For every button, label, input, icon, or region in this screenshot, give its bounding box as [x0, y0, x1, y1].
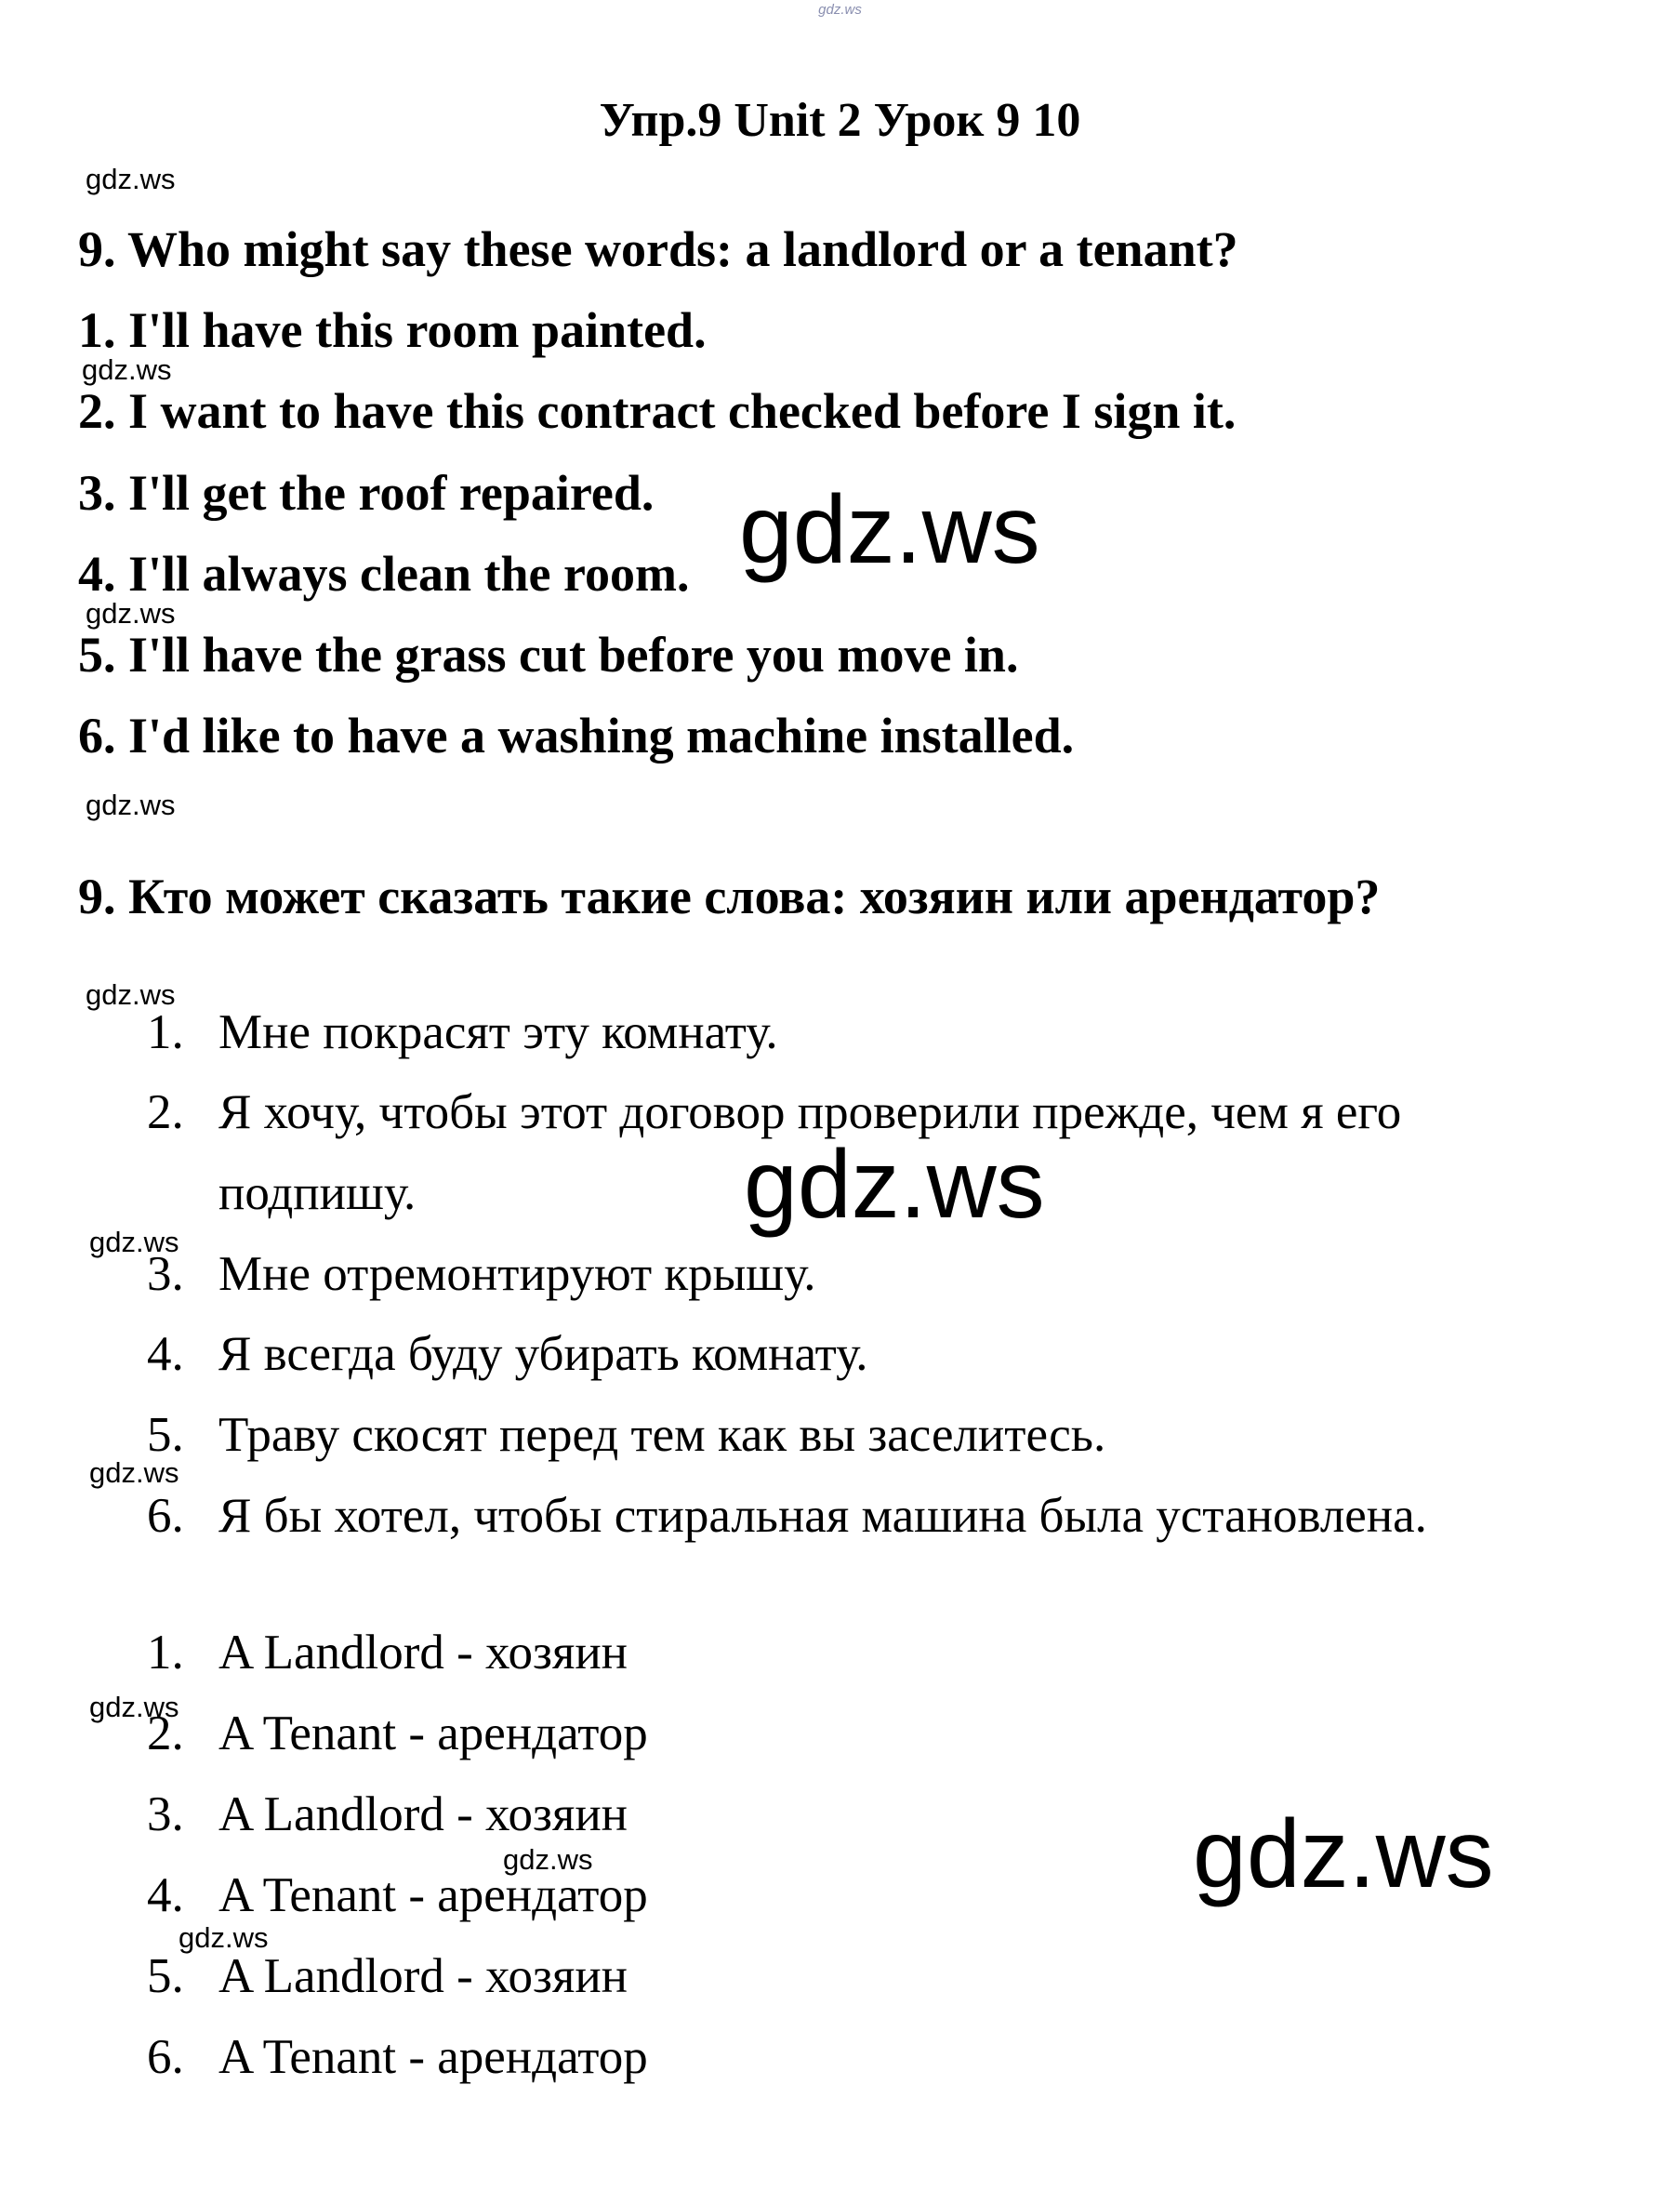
english-item: 1. I'll have this room painted.	[78, 302, 707, 358]
watermark-small: gdz.ws	[179, 1921, 269, 1954]
watermark-large: gdz.ws	[1193, 1800, 1494, 1908]
answer-text: A Tenant - арендатор	[218, 1706, 648, 1760]
item-text: Я всегда буду убирать комнату.	[218, 1327, 868, 1381]
russian-heading: 9. Кто может сказать такие слова: хозяин или арендатор?	[78, 869, 1381, 924]
watermark-small: gdz.ws	[89, 1691, 179, 1723]
answer-text: A Landlord - хозяин	[218, 1626, 628, 1680]
watermark-small: gdz.ws	[86, 978, 176, 1011]
item-number: 1.	[147, 1005, 184, 1059]
watermark-large: gdz.ws	[739, 476, 1040, 584]
item-text: Я бы хотел, чтобы стиральная машина была установлена.	[218, 1489, 1427, 1543]
item-number: 2.	[147, 1085, 184, 1139]
item-text: Траву скосят перед тем как вы заселитесь.	[218, 1408, 1106, 1462]
answer-text: A Landlord - хозяин	[218, 1787, 628, 1841]
item-number: 1.	[147, 1626, 184, 1680]
watermark-small: gdz.ws	[86, 789, 176, 821]
english-heading: 9. Who might say these words: a landlord or a tenant?	[78, 221, 1238, 277]
watermark-small: gdz.ws	[89, 1226, 179, 1258]
english-item: 2. I want to have this contract checked before I sign it.	[78, 383, 1237, 439]
watermark-small: gdz.ws	[503, 1843, 593, 1876]
item-text: подпишу.	[218, 1166, 417, 1220]
english-item: 6. I'd like to have a washing machine installed.	[78, 708, 1075, 764]
watermark-small: gdz.ws	[89, 1456, 179, 1489]
english-item: 5. I'll have the grass cut before you move in.	[78, 627, 1019, 683]
watermark-small: gdz.ws	[86, 597, 176, 630]
watermark-small: gdz.ws	[82, 353, 172, 386]
answer-text: A Tenant - арендатор	[218, 2030, 648, 2084]
item-text: Мне отремонтируют крышу.	[218, 1247, 816, 1301]
english-item: 3. I'll get the roof repaired.	[78, 465, 655, 521]
watermark-small: gdz.ws	[86, 163, 176, 195]
watermark-large: gdz.ws	[744, 1131, 1045, 1239]
item-number: 6.	[147, 1489, 184, 1543]
item-text: Мне покрасят эту комнату.	[218, 1005, 778, 1059]
item-number: 2.	[147, 1706, 184, 1760]
item-number: 4.	[147, 1868, 184, 1922]
top-watermark: gdz.ws	[818, 2, 862, 18]
answer-text: A Landlord - хозяин	[218, 1949, 628, 2003]
item-number: 4.	[147, 1327, 184, 1381]
item-number: 3.	[147, 1247, 184, 1301]
item-number: 3.	[147, 1787, 184, 1841]
english-item: 4. I'll always clean the room.	[78, 546, 690, 602]
item-number: 5.	[147, 1949, 184, 2003]
item-number: 5.	[147, 1408, 184, 1462]
answer-text: A Tenant - арендатор	[218, 1868, 648, 1922]
page-title: Упр.9 Unit 2 Урок 9 10	[599, 94, 1081, 147]
item-number: 6.	[147, 2030, 184, 2084]
item-text: Я хочу, чтобы этот договор проверили прежде, чем я его	[218, 1085, 1402, 1139]
